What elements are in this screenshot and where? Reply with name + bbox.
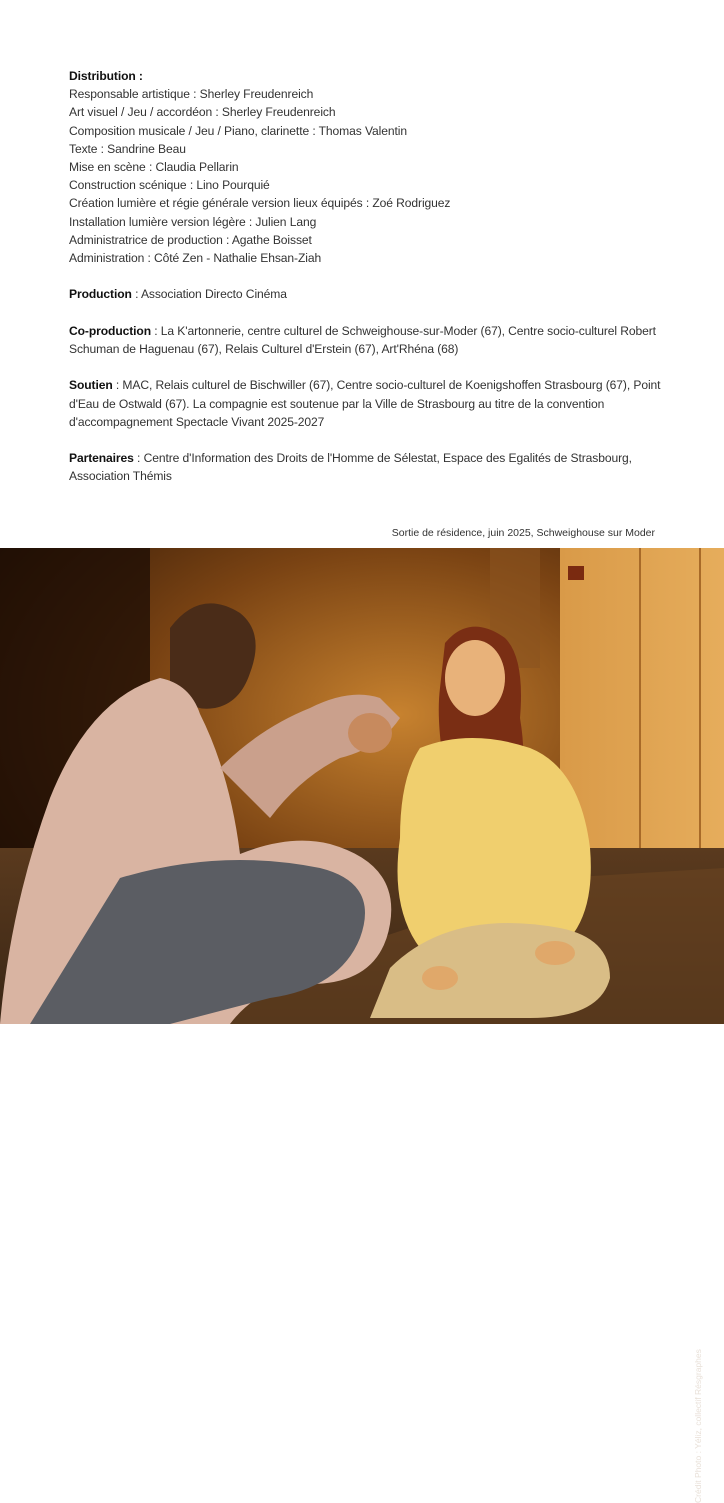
distribution-line: Composition musicale / Jeu / Piano, clarinette : Thomas Valentin bbox=[69, 123, 407, 138]
distribution-line: Création lumière et régie générale version lieux équipés : Zoé Rodriguez bbox=[69, 196, 451, 211]
partenaires-label: Partenaires bbox=[69, 451, 134, 466]
distribution-line: Installation lumière version légère : Julien Lang bbox=[69, 214, 317, 229]
distribution-line: Art visuel / Jeu / accordéon : Sherley Freudenreich bbox=[69, 105, 336, 120]
distribution-line: Mise en scène : Claudia Pellarin bbox=[69, 160, 239, 175]
distribution-line: Administratrice de production : Agathe Boisset bbox=[69, 232, 312, 247]
soutien-paragraph: Soutien : MAC, Relais culturel de Bischwiller (67), Centre socio-culturel de Koenigshoffen Strasbourg (67), Point d'Eau de Ostwald (67). La compagnie est soutenue par la Ville de Strasbourg au titre de la convention d'accompagnement Spectacle Vivant 2025-2027 bbox=[69, 378, 661, 429]
production-paragraph: Production : Association Directo Cinéma bbox=[69, 287, 287, 302]
photo-caption: Sortie de résidence, juin 2025, Schweighouse sur Moder bbox=[391, 527, 655, 539]
partenaires-paragraph: Partenaires : Centre d'Information des Droits de l'Homme de Sélestat, Espace des Egalités de Strasbourg, Association Thémis bbox=[69, 451, 632, 484]
coproduction-paragraph: Co-production : La K'artonnerie, centre culturel de Schweighouse-sur-Moder (67), Centre socio-culturel Robert Schuman de Haguenau (67), Relais Culturel d'Erstein (67), Art'Rhéna (68) bbox=[69, 323, 656, 357]
distribution-heading: Distribution : bbox=[69, 69, 143, 83]
distribution-line: Administration : Côté Zen - Nathalie Ehsan-Ziah bbox=[69, 251, 322, 266]
photo-credit: Crédit Photo : Yéliz, collectif Résgraphes bbox=[693, 1349, 703, 1503]
production-label: Production bbox=[69, 287, 132, 302]
distribution-line: Responsable artistique : Sherley Freudenreich bbox=[69, 87, 314, 102]
credits-text-block bbox=[69, 67, 669, 486]
stage-photo bbox=[0, 548, 724, 1503]
soutien-label: Soutien bbox=[69, 378, 113, 393]
distribution-line: Texte : Sandrine Beau bbox=[69, 141, 186, 156]
coproduction-label: Co-production bbox=[69, 323, 151, 338]
distribution-line: Construction scénique : Lino Pourquié bbox=[69, 178, 270, 193]
